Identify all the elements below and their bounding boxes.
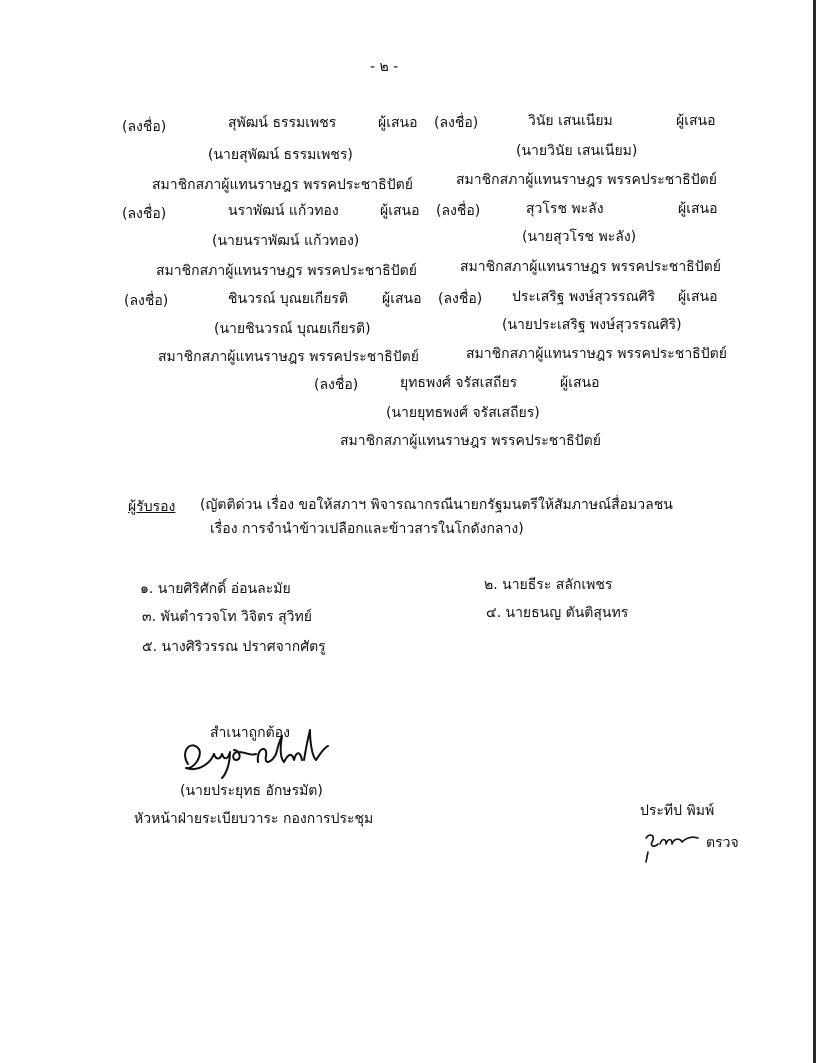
sign-prefix: (ลงชื่อ) (124, 293, 169, 309)
signer-position: สมาชิกสภาผู้แทนราษฎร พรรคประชาธิปัตย์ (340, 433, 601, 449)
signer-name: สุวโรช พะลัง (526, 201, 604, 217)
signer-role: ผู้เสนอ (378, 115, 418, 131)
signer-position: สมาชิกสภาผู้แทนราษฎร พรรคประชาธิปัตย์ (466, 346, 727, 362)
sign-prefix: (ลงชื่อ) (438, 291, 483, 307)
motion-text-line2: เรื่อง การจำนำข้าวเปลือกและข้าวสารในโกดังกลาง) (210, 521, 524, 537)
signer-name: วินัย เสนเนียม (528, 113, 613, 129)
signer-full-name: (นายชินวรณ์ บุณยเกียรติ) (214, 321, 371, 337)
signer-full-name: (นายวินัย เสนเนียม) (516, 143, 638, 159)
signer-role: ผู้เสนอ (676, 113, 716, 129)
signer-role: ผู้เสนอ (380, 203, 420, 219)
endorsers-heading: ผู้รับรอง (128, 499, 176, 515)
signer-position: สมาชิกสภาผู้แทนราษฎร พรรคประชาธิปัตย์ (158, 349, 419, 365)
signer-full-name: (นายนราพัฒน์ แก้วทอง) (212, 233, 360, 249)
sign-prefix: (ลงชื่อ) (314, 377, 359, 393)
certifier-name: (นายประยุทธ อักษรมัต) (180, 783, 323, 799)
sign-prefix: (ลงชื่อ) (434, 115, 479, 131)
typist-note: ประทีป พิมพ์ (640, 803, 715, 819)
endorser-item: ๕. นางศิริวรรณ ปราศจากศัตรู (142, 639, 326, 655)
motion-text-line1: (ญัตติด่วน เรื่อง ขอให้สภาฯ พิจารณากรณีนายกรัฐมนตรีให้สัมภาษณ์สื่อมวลชน (200, 497, 673, 513)
signer-name: ยุทธพงศ์ จรัสเสถียร (400, 375, 518, 391)
endorser-item: ๑. นายศิริศักดิ์ อ่อนละมัย (140, 581, 291, 597)
sign-prefix: (ลงชื่อ) (122, 206, 167, 222)
endorser-item: ๔. นายธนญ ตันติสุนทร (486, 605, 629, 621)
sign-prefix: (ลงชื่อ) (122, 119, 167, 135)
signer-full-name: (นายยุทธพงศ์ จรัสเสถียร) (386, 405, 540, 421)
signer-position: สมาชิกสภาผู้แทนราษฎร พรรคประชาธิปัตย์ (156, 263, 417, 279)
signer-name: นราพัฒน์ แก้วทอง (228, 203, 339, 219)
checker-note: ตรวจ (706, 835, 739, 851)
endorser-item: ๓. พันตำรวจโท วิจิตร สุวิทย์ (142, 609, 312, 625)
endorser-item: ๒. นายธีระ สลักเพชร (484, 577, 613, 593)
certified-copy-label: สำเนาถูกต้อง (210, 725, 290, 741)
handwritten-signature (176, 726, 336, 782)
signer-role: ผู้เสนอ (382, 291, 422, 307)
signer-full-name: (นายสุวโรช พะลัง) (522, 229, 637, 245)
signer-role: ผู้เสนอ (678, 289, 718, 305)
checker-initials (640, 826, 702, 866)
signer-role: ผู้เสนอ (560, 375, 600, 391)
sign-prefix: (ลงชื่อ) (436, 203, 481, 219)
signer-name: ประเสริฐ พงษ์สุวรรณศิริ (512, 289, 656, 305)
certifier-position: หัวหน้าฝ่ายระเบียบวาระ กองการประชุม (134, 811, 374, 827)
signer-name: สุพัฒน์ ธรรมเพชร (228, 115, 337, 131)
signer-full-name: (นายสุพัฒน์ ธรรมเพชร) (208, 147, 353, 163)
signer-position: สมาชิกสภาผู้แทนราษฎร พรรคประชาธิปัตย์ (152, 177, 413, 193)
page-number: - ๒ - (370, 59, 399, 75)
signer-position: สมาชิกสภาผู้แทนราษฎร พรรคประชาธิปัตย์ (456, 172, 717, 188)
signer-full-name: (นายประเสริฐ พงษ์สุวรรณศิริ) (502, 317, 682, 333)
signer-name: ชินวรณ์ บุณยเกียรติ (228, 291, 349, 307)
signer-position: สมาชิกสภาผู้แทนราษฎร พรรคประชาธิปัตย์ (460, 259, 721, 275)
signer-role: ผู้เสนอ (678, 201, 718, 217)
